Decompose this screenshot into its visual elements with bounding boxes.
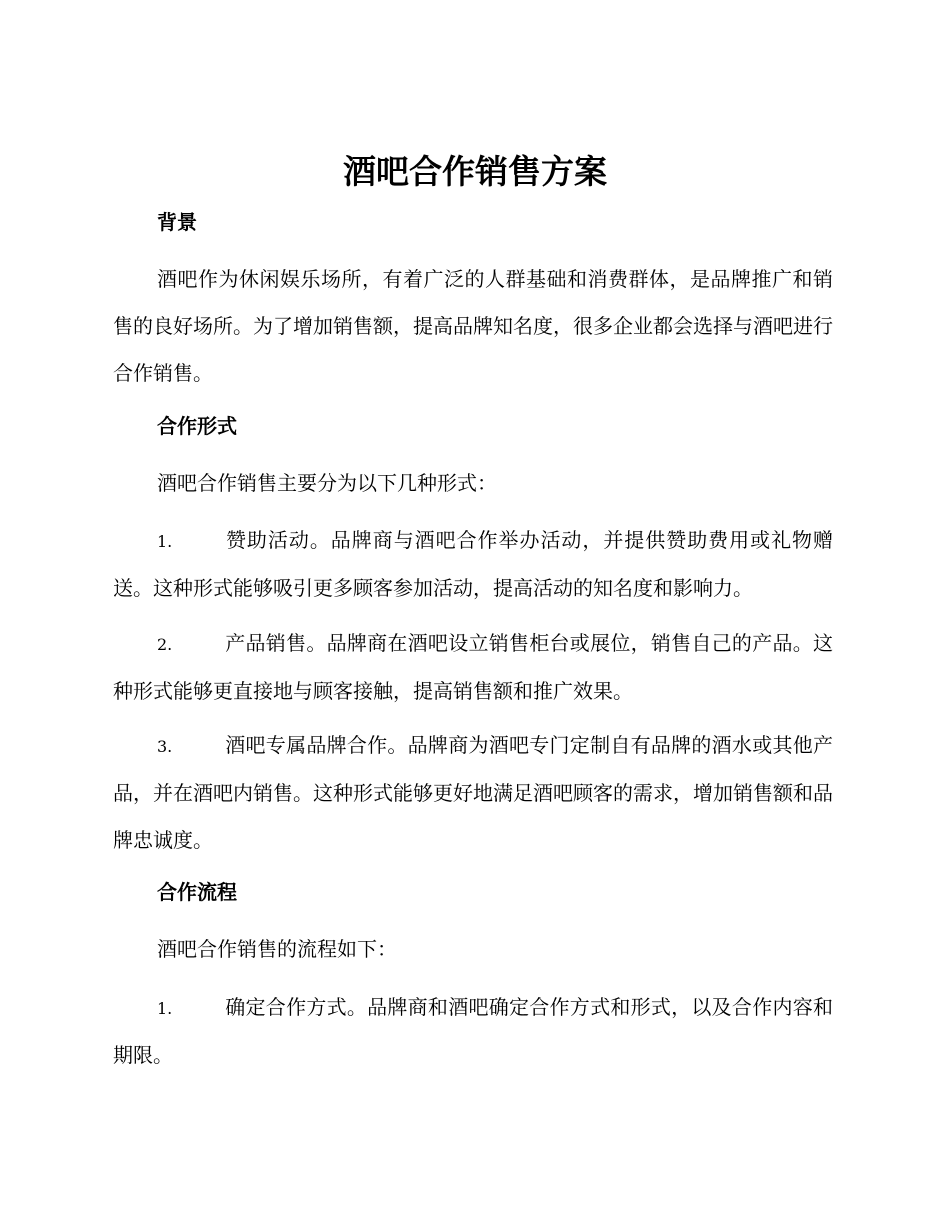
background-paragraph: 酒吧作为休闲娱乐场所，有着广泛的人群基础和消费群体，是品牌推广和销售的良好场所。为了增加销售额，提高品牌知名度，很多企业都会选择与酒吧进行合作销售。 [113, 267, 833, 385]
section-heading-background: 背景 [157, 210, 197, 234]
cooperation-process-intro: 酒吧合作销售的流程如下： [157, 937, 397, 961]
list-item [113, 620, 833, 715]
list-number: 2. [157, 635, 173, 654]
cooperation-forms-intro: 酒吧合作销售主要分为以下几种形式： [157, 471, 497, 495]
list-item-text: 确定合作方式。品牌商和酒吧确定合作方式和形式，以及合作内容和期限。 [113, 995, 833, 1067]
document-title: 酒吧合作销售方案 [343, 152, 607, 191]
list-item-text: 酒吧专属品牌合作。品牌商为酒吧专门定制自有品牌的酒水或其他产品，并在酒吧内销售。这种形式能够更好地满足酒吧顾客的需求，增加销售额和品牌忠诚度。 [113, 733, 833, 852]
section-heading-cooperation-process: 合作流程 [157, 880, 237, 904]
list-number: 3. [157, 737, 173, 756]
list-item [113, 984, 833, 1079]
section-heading-cooperation-forms: 合作形式 [157, 414, 237, 438]
list-item [113, 722, 833, 864]
list-number: 1. [157, 999, 173, 1018]
list-number: 1. [157, 532, 173, 551]
list-item-text: 赞助活动。品牌商与酒吧合作举办活动，并提供赞助费用或礼物赠送。这种形式能够吸引更多顾客参加活动，提高活动的知名度和影响力。 [113, 528, 833, 600]
list-item-text: 产品销售。品牌商在酒吧设立销售柜台或展位，销售自己的产品。这种形式能够更直接地与顾客接触，提高销售额和推广效果。 [113, 631, 833, 703]
list-item [113, 517, 833, 612]
